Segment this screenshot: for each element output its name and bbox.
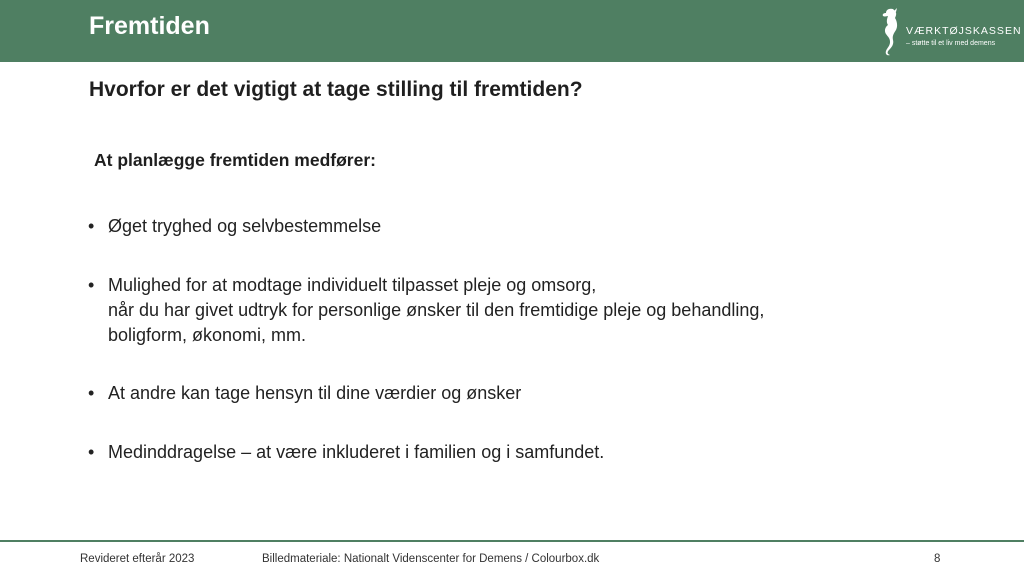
bullet-line: Medinddragelse – at være inkluderet i familien og i samfundet. [108, 442, 605, 462]
logo-tagline: – støtte til et liv med demens [906, 40, 996, 47]
logo-name: VÆRKTØJSKASSEN [906, 25, 1022, 37]
bullet-marker: • [88, 216, 95, 236]
footer-revised: Revideret efterår 2023 [80, 553, 195, 565]
bullet-marker: • [88, 442, 95, 462]
logo [878, 6, 1022, 58]
bullet-line: boligform, økonomi, mm. [108, 325, 307, 345]
bullet-text [108, 440, 868, 465]
bullet-line: når du har givet udtryk for personlige ønsker til den fremtidige pleje og behandling, [108, 300, 765, 320]
bullet-text [108, 273, 868, 348]
bullet-marker: • [88, 275, 95, 295]
footer-credits: Billedmateriale: Nationalt Videnscenter for Demens / Colourbox.dk [262, 553, 600, 565]
bullet-marker: • [88, 383, 95, 403]
header-bar [0, 0, 1024, 62]
slide-subtitle: Hvorfor er det vigtigt at tage stilling til fremtiden? [89, 78, 583, 101]
seahorse-icon [878, 6, 904, 58]
bullet-text [108, 214, 868, 239]
footer-divider [0, 540, 1024, 542]
intro-heading: At planlægge fremtiden medfører: [94, 150, 376, 170]
bullet-line: At andre kan tage hensyn til dine værdier og ønsker [108, 383, 522, 403]
bullet-line: Mulighed for at modtage individuelt tilpasset pleje og omsorg, [108, 275, 597, 295]
page-number: 8 [934, 553, 941, 565]
bullet-text [108, 381, 868, 406]
bullet-line: Øget tryghed og selvbestemmelse [108, 216, 382, 236]
slide-title: Fremtiden [89, 12, 210, 40]
